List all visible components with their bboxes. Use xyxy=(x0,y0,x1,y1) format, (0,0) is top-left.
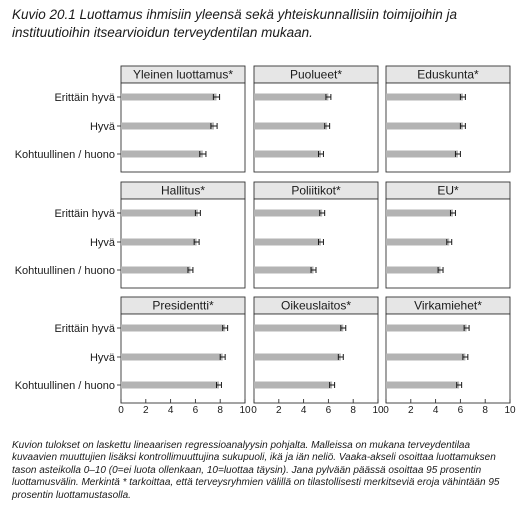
category-label: Hyvä xyxy=(89,121,115,133)
x-tick-label: 4 xyxy=(300,405,307,416)
category-label: Erittäin hyvä xyxy=(54,323,115,335)
bar xyxy=(386,354,465,361)
x-tick-label: 0 xyxy=(251,405,257,416)
x-tick-label: 8 xyxy=(217,405,223,416)
x-tick-label: 8 xyxy=(350,405,356,416)
bar xyxy=(254,239,321,246)
category-label: Hyvä xyxy=(89,352,115,364)
bar xyxy=(121,210,198,217)
bar xyxy=(254,94,328,101)
x-tick-label: 4 xyxy=(167,405,174,416)
bar xyxy=(254,382,332,389)
bar xyxy=(121,151,203,158)
category-label: Kohtuullinen / huono xyxy=(14,265,115,277)
x-tick-label: 6 xyxy=(457,405,464,416)
bar xyxy=(121,354,223,361)
bar xyxy=(121,267,190,274)
panel-title: Poliitikot* xyxy=(291,183,341,198)
x-tick-label: 2 xyxy=(408,405,414,416)
x-tick-label: 0 xyxy=(118,405,124,416)
bar xyxy=(121,382,219,389)
bar xyxy=(386,123,463,130)
x-tick-label: 10 xyxy=(239,405,251,416)
bar xyxy=(386,325,467,332)
bar xyxy=(254,354,341,361)
bar xyxy=(254,267,314,274)
bar xyxy=(121,239,197,246)
panel-title: Presidentti* xyxy=(152,298,214,313)
chart-footnote: Kuvion tulokset on laskettu lineaarisen regressioanalyysin pohjalta. Malleissa on mukana terveydentilaa kuvaavien muuttujien lisäksi kontrollimuuttujina sukupuoli, ikä ja iän neliö. Vaaka-akseli osoittaa luottamuksen tason asteikolla 0–10 (0=ei luota ollenkaan, 10=luottaa täysin). Jana pylvään päässä osoittaa 95 prosentin luottamusvälin. Merkintä * tarkoittaa, että terveysryhmien välillä on tilastollisesti merkitseviä eroja vähintään 95 prosentin luottamustasolla. xyxy=(12,440,500,501)
bar xyxy=(254,210,322,217)
category-label: Erittäin hyvä xyxy=(54,208,115,220)
panel-title: EU* xyxy=(437,183,459,198)
x-tick-label: 8 xyxy=(482,405,488,416)
bar xyxy=(386,382,459,389)
category-label: Kohtuullinen / huono xyxy=(14,380,115,392)
bar xyxy=(254,123,327,130)
bar xyxy=(386,151,458,158)
chart-title: Kuvio 20.1 Luottamus ihmisiin yleensä sekä yhteiskunnallisiin toimijoihin ja instituutioihin itsearvioidun terveydentilan mukaan. xyxy=(12,7,457,40)
panel-title: Hallitus* xyxy=(160,183,206,198)
x-tick-label: 2 xyxy=(276,405,282,416)
panel-title: Puolueet* xyxy=(289,67,343,82)
panel-title: Oikeuslaitos* xyxy=(280,298,352,313)
x-tick-label: 10 xyxy=(372,405,384,416)
x-tick-label: 6 xyxy=(192,405,199,416)
category-label: Erittäin hyvä xyxy=(54,92,115,104)
bar xyxy=(386,267,441,274)
panel-title: Virkamiehet* xyxy=(414,298,482,313)
x-tick-label: 0 xyxy=(383,405,389,416)
x-tick-label: 6 xyxy=(325,405,332,416)
bar xyxy=(121,123,214,130)
panel-title: Yleinen luottamus* xyxy=(132,67,234,82)
bar xyxy=(254,151,321,158)
x-tick-label: 4 xyxy=(432,405,439,416)
bar xyxy=(386,94,463,101)
panel-title: Eduskunta* xyxy=(417,67,479,82)
category-label: Hyvä xyxy=(89,237,115,249)
x-tick-label: 2 xyxy=(143,405,149,416)
x-tick-label: 10 xyxy=(504,405,516,416)
category-label: Kohtuullinen / huono xyxy=(14,149,115,161)
bar xyxy=(254,325,343,332)
bar xyxy=(121,325,225,332)
bar xyxy=(386,210,453,217)
bar xyxy=(121,94,216,101)
bar xyxy=(386,239,449,246)
